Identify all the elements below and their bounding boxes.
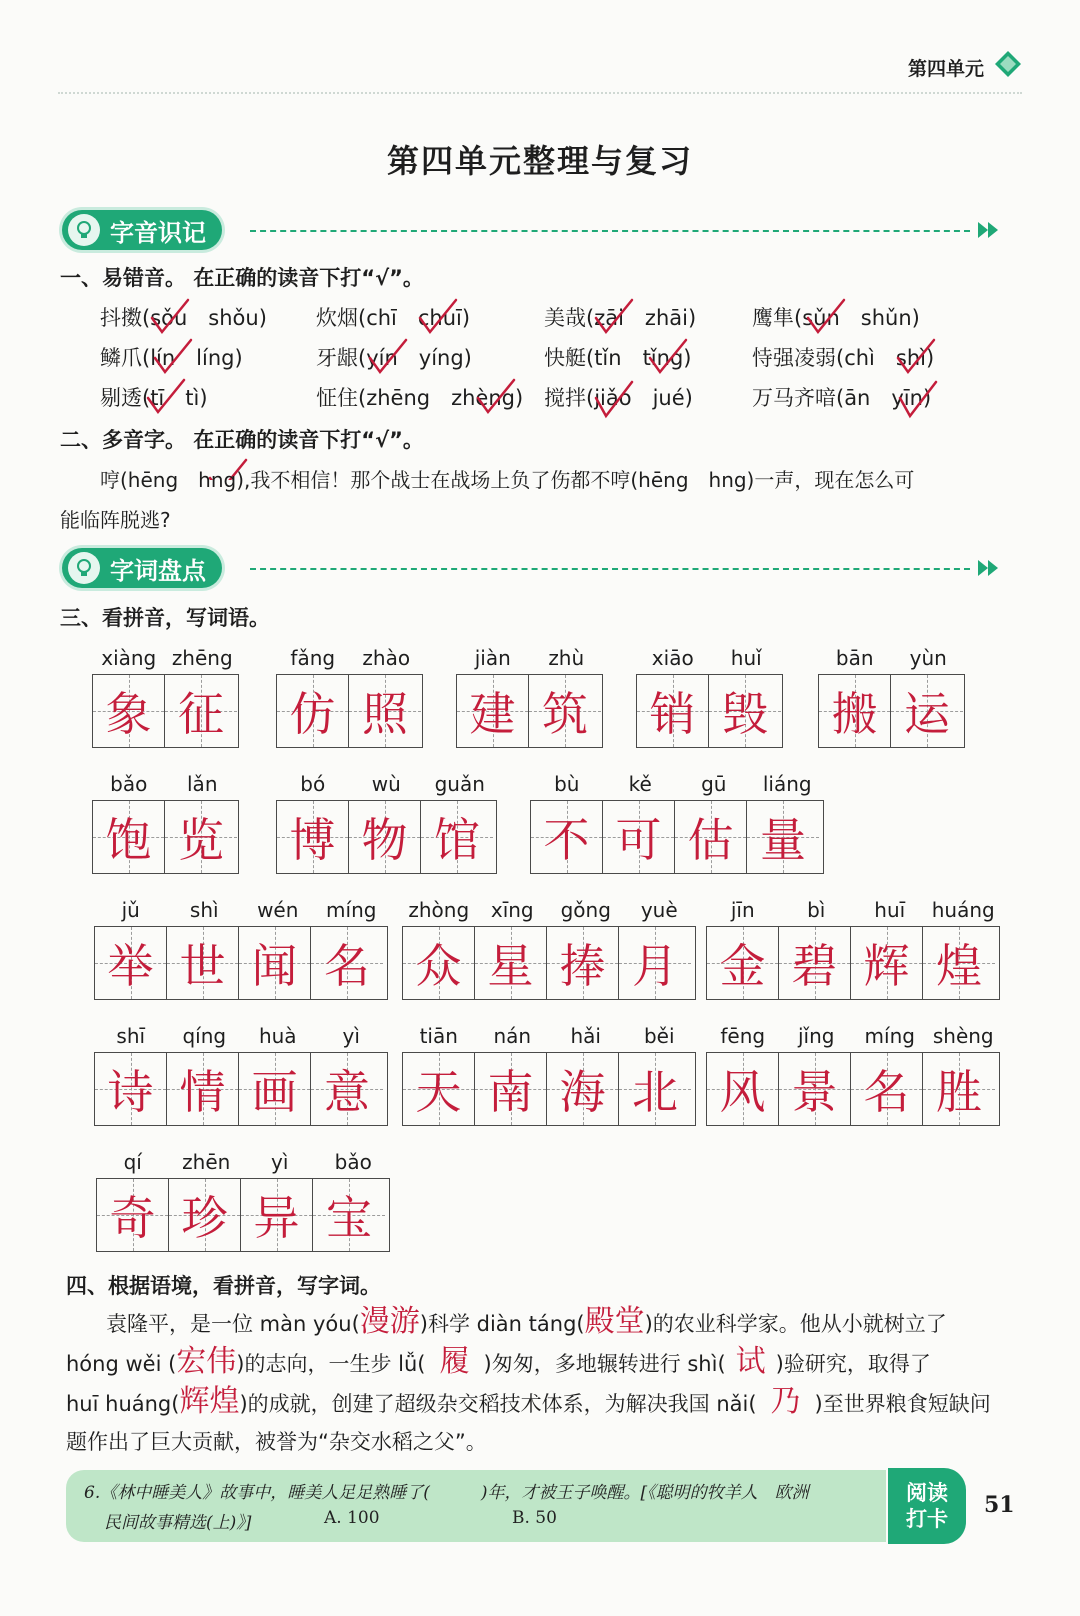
q3-title: 三、看拼音，写词语。 <box>60 606 270 630</box>
pinyin: zhòng <box>408 898 470 922</box>
q1-item: 抖擞(sǒu shǒu) <box>100 306 267 330</box>
check-icon <box>152 300 188 332</box>
pinyin: míng <box>326 898 377 922</box>
pinyin: gū <box>701 772 727 796</box>
pinyin: jǔ <box>121 898 140 922</box>
pinyin: huáng <box>931 898 995 922</box>
char-cell[interactable]: 饱 <box>93 801 165 873</box>
pinyin: shèng <box>932 1024 994 1048</box>
tianzige-grid <box>96 1178 390 1252</box>
pinyin: nán <box>493 1024 532 1048</box>
tianzige-grid <box>92 674 239 748</box>
tianzige-grid <box>94 926 388 1000</box>
answer-blank[interactable]: 宏伟 <box>176 1344 237 1379</box>
q4-line-1: 袁隆平，是一位 màn yóu(漫游)科学 diàn táng(殿堂)的农业科学家。他从小就树立了 <box>106 1304 947 1339</box>
check-icon <box>650 340 686 372</box>
q4-line-2: hóng wěi (宏伟)的志向，一生步 lǚ( 履 )匆匆，多地辗转进行 shì( 试 )验研究，取得了 <box>66 1344 931 1379</box>
q4-line-3: huī huáng(辉煌)的成就，创建了超级杂交稻技术体系，为解决我国 nǎi( 乃 )至世界粮食短缺问 <box>66 1384 991 1419</box>
word-group <box>706 1024 1000 1126</box>
pinyin: bān <box>835 646 874 670</box>
reading-checkin-tab[interactable] <box>888 1468 966 1544</box>
pinyin: qíng <box>182 1024 227 1048</box>
char-cell[interactable]: 搬 <box>819 675 891 747</box>
char-cell[interactable]: 物 <box>349 801 421 873</box>
pinyin: qí <box>123 1150 142 1174</box>
pinyin: běi <box>643 1024 675 1048</box>
char-cell[interactable]: 意 <box>311 1053 383 1125</box>
pinyin: gǒng <box>560 898 611 922</box>
q2-sentence-end: 能临阵脱逃? <box>60 508 171 532</box>
q4-line-4: 题作出了巨大贡献，被誉为“杂交水稻之父”。 <box>66 1430 487 1454</box>
char-cell[interactable]: 筑 <box>529 675 601 747</box>
word-group <box>92 772 239 874</box>
char-cell[interactable]: 名 <box>311 927 383 999</box>
char-cell[interactable]: 北 <box>619 1053 691 1125</box>
word-group <box>530 772 824 874</box>
word-group <box>636 646 783 748</box>
pinyin: wù <box>371 772 401 796</box>
tianzige-grid <box>456 674 603 748</box>
page-title: 第四单元整理与复习 <box>386 142 693 180</box>
tianzige-grid <box>706 926 1000 1000</box>
pinyin: tiān <box>419 1024 458 1048</box>
tianzige-grid <box>530 800 824 874</box>
char-cell[interactable]: 可 <box>603 801 675 873</box>
char-cell[interactable]: 博 <box>277 801 349 873</box>
tianzige-grid <box>402 926 696 1000</box>
char-cell[interactable]: 画 <box>239 1053 311 1125</box>
char-cell[interactable]: 览 <box>165 801 237 873</box>
pinyin: zhù <box>548 646 585 670</box>
pinyin: huī <box>874 898 906 922</box>
pinyin: bù <box>554 772 580 796</box>
char-cell[interactable]: 建 <box>457 675 529 747</box>
pinyin: huǐ <box>730 646 762 670</box>
section-divider <box>250 568 970 570</box>
page-number: 51 <box>984 1492 1015 1518</box>
char-cell[interactable]: 量 <box>747 801 819 873</box>
word-group <box>276 646 423 748</box>
char-cell[interactable]: 景 <box>779 1053 851 1125</box>
q2-sentence: 哼(hēng hng),我不相信！那个战士在战场上负了伤都不哼(hēng hng)一声，现在怎么可 <box>100 468 915 492</box>
handwritten-checkmarks <box>0 0 1080 480</box>
pinyin: guǎn <box>434 772 485 796</box>
pinyin: huà <box>258 1024 297 1048</box>
pinyin: hǎi <box>570 1024 601 1048</box>
pinyin: shì <box>189 898 219 922</box>
reading-question: 6.《林中睡美人》故事中，睡美人足足熟睡了( )年，才被王子唤醒。[《聪明的牧羊人 欧洲 <box>84 1483 809 1503</box>
pinyin: bì <box>807 898 826 922</box>
pinyin: lǎn <box>187 772 218 796</box>
char-cell[interactable]: 星 <box>475 927 547 999</box>
q1-item: 搅拌(jiǎo jué) <box>544 386 693 410</box>
tianzige-grid <box>706 1052 1000 1126</box>
pinyin: zhēn <box>182 1150 231 1174</box>
q1-item: 剔透(tī tì) <box>100 386 208 410</box>
option-a[interactable]: A. 100 <box>324 1508 380 1528</box>
check-icon <box>900 382 936 416</box>
check-icon <box>370 340 406 372</box>
char-cell[interactable]: 闻 <box>239 927 311 999</box>
char-cell[interactable]: 海 <box>547 1053 619 1125</box>
reading-question-bar <box>66 1470 886 1542</box>
pinyin: bǎo <box>334 1150 372 1174</box>
section-badge-vocabulary <box>62 548 222 588</box>
tianzige-grid <box>92 800 239 874</box>
check-icon <box>478 380 514 412</box>
char-cell[interactable]: 仿 <box>277 675 349 747</box>
check-icon <box>596 382 632 416</box>
char-cell[interactable]: 照 <box>349 675 421 747</box>
q4-title: 四、根据语境，看拼音，写字词。 <box>66 1274 381 1298</box>
word-group <box>818 646 965 748</box>
pinyin: wén <box>257 898 299 922</box>
q2-title: 二、多音字。 在正确的读音下打“√”。 <box>60 428 424 452</box>
pinyin: liáng <box>762 772 812 796</box>
char-cell[interactable]: 不 <box>531 801 603 873</box>
unit-label: 第四单元 <box>907 58 984 80</box>
pinyin: yuè <box>640 898 678 922</box>
word-group <box>94 898 388 1000</box>
q1-item: 快艇(tǐn tǐng) <box>544 346 692 370</box>
pinyin: xiàng <box>101 646 157 670</box>
tab-label: 打卡 <box>906 1507 948 1531</box>
char-cell[interactable]: 珍 <box>169 1179 241 1251</box>
word-group <box>276 772 497 874</box>
pinyin: zhēng <box>171 646 233 670</box>
answer-blank[interactable]: 辉煌 <box>179 1384 240 1419</box>
word-group <box>92 646 239 748</box>
pinyin: yì <box>342 1024 360 1048</box>
check-icon <box>898 340 934 372</box>
q1-item: 炊烟(chī chuī) <box>316 306 471 330</box>
check-icon <box>420 300 456 332</box>
tianzige-grid <box>402 1052 696 1126</box>
tianzige-grid <box>276 674 423 748</box>
pinyin: fēng <box>720 1024 766 1048</box>
answer-blank[interactable]: 殿堂 <box>584 1304 645 1339</box>
char-cell[interactable]: 碧 <box>779 927 851 999</box>
q1-item: 怔住(zhēng zhèng) <box>316 386 524 410</box>
char-cell[interactable]: 天 <box>403 1053 475 1125</box>
pinyin: jiàn <box>474 646 511 670</box>
word-group <box>706 898 1000 1000</box>
word-group <box>96 1150 390 1252</box>
double-arrow-icon <box>976 558 1002 578</box>
char-cell[interactable]: 举 <box>95 927 167 999</box>
check-icon <box>148 380 184 412</box>
pinyin: kě <box>628 772 652 796</box>
answer-blank[interactable]: 漫游 <box>359 1304 420 1339</box>
char-cell[interactable]: 奇 <box>97 1179 169 1251</box>
q1-item: 鳞爪(lín líng) <box>100 346 243 370</box>
pinyin: zhào <box>362 646 411 670</box>
tianzige-grid <box>818 674 965 748</box>
lightbulb-icon <box>68 552 100 584</box>
char-cell[interactable]: 胜 <box>923 1053 995 1125</box>
tianzige-grid <box>276 800 497 874</box>
check-icon <box>596 300 632 332</box>
pinyin: jīn <box>730 898 755 922</box>
q1-item: 牙龈(yín yíng) <box>316 346 472 370</box>
answer-blank[interactable]: 乃 <box>770 1384 801 1419</box>
char-cell[interactable]: 征 <box>165 675 237 747</box>
char-cell[interactable]: 南 <box>475 1053 547 1125</box>
char-cell[interactable]: 金 <box>707 927 779 999</box>
char-cell[interactable]: 情 <box>167 1053 239 1125</box>
char-cell[interactable]: 众 <box>403 927 475 999</box>
q1-item: 恃强凌弱(chì shì) <box>752 346 935 370</box>
pinyin: yùn <box>909 646 947 670</box>
tianzige-grid <box>94 1052 388 1126</box>
pinyin: bǎo <box>110 772 148 796</box>
char-cell[interactable]: 异 <box>241 1179 313 1251</box>
section-badge-label: 字词盘点 <box>110 556 206 585</box>
check-icon <box>808 300 844 332</box>
pinyin: xiāo <box>651 646 694 670</box>
pinyin: jǐng <box>798 1024 835 1048</box>
char-cell[interactable]: 毁 <box>709 675 781 747</box>
check-icon <box>155 340 191 372</box>
tab-label: 阅读 <box>906 1481 948 1505</box>
option-b[interactable]: B. 50 <box>512 1508 557 1528</box>
q1-item: 美哉(zāi zhāi) <box>544 306 697 330</box>
pinyin: xīng <box>490 898 534 922</box>
word-group <box>402 1024 696 1126</box>
char-cell[interactable]: 估 <box>675 801 747 873</box>
q1-item: 鹰隼(sǔn shǔn) <box>752 306 920 330</box>
char-cell[interactable]: 诗 <box>95 1053 167 1125</box>
pinyin: fǎng <box>290 646 336 670</box>
reading-question-source: 民间故事精选(上)》] <box>104 1513 252 1533</box>
pinyin: bó <box>300 772 326 796</box>
char-cell[interactable]: 风 <box>707 1053 779 1125</box>
char-cell[interactable]: 月 <box>619 927 691 999</box>
pinyin: míng <box>864 1024 915 1048</box>
char-cell[interactable]: 象 <box>93 675 165 747</box>
tianzige-grid <box>636 674 783 748</box>
char-cell[interactable]: 馆 <box>421 801 493 873</box>
word-group <box>94 1024 388 1126</box>
answer-blank[interactable]: 履 <box>439 1344 470 1379</box>
answer-blank[interactable]: 试 <box>735 1344 766 1379</box>
pinyin: shī <box>116 1024 146 1048</box>
char-cell[interactable]: 辉 <box>851 927 923 999</box>
char-cell[interactable]: 宝 <box>313 1179 385 1251</box>
char-cell[interactable]: 世 <box>167 927 239 999</box>
pinyin: yì <box>271 1150 289 1174</box>
q1-title: 一、易错音。 在正确的读音下打“√”。 <box>60 266 424 290</box>
char-cell[interactable]: 捧 <box>547 927 619 999</box>
char-cell[interactable]: 销 <box>637 675 709 747</box>
section-badge-label: 字音识记 <box>110 218 206 247</box>
q1-item: 万马齐喑(ān yīn) <box>752 386 932 410</box>
char-cell[interactable]: 运 <box>891 675 963 747</box>
word-group <box>402 898 696 1000</box>
char-cell[interactable]: 煌 <box>923 927 995 999</box>
word-group <box>456 646 603 748</box>
char-cell[interactable]: 名 <box>851 1053 923 1125</box>
